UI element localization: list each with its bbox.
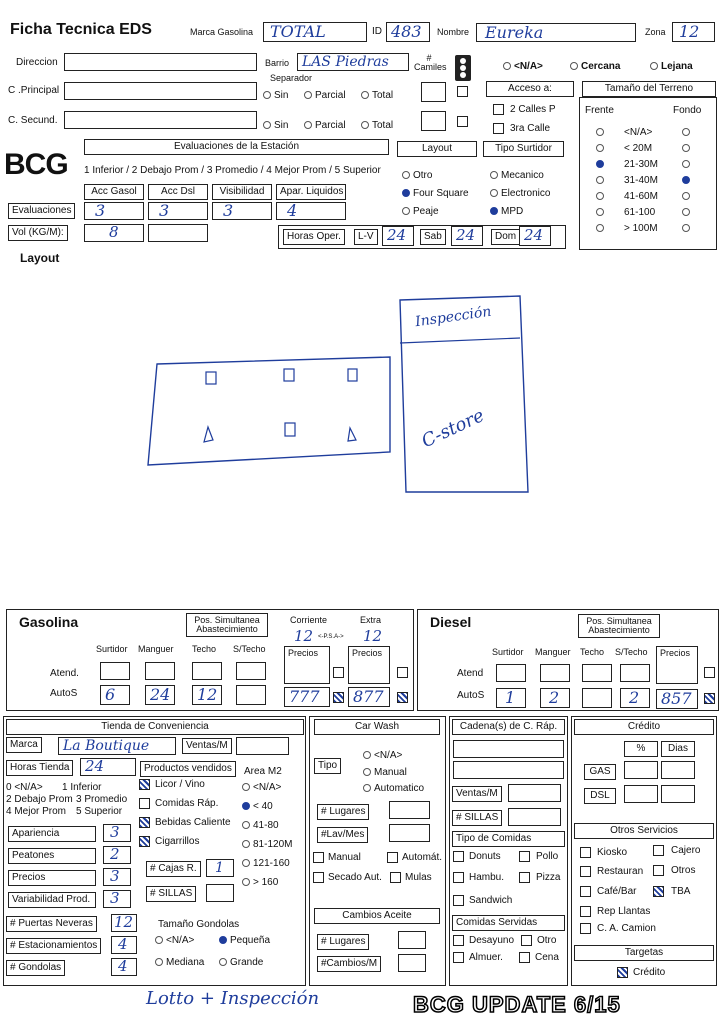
layout-foursquare[interactable]: Four Square: [402, 189, 469, 199]
gasolina-p2-check[interactable]: [397, 692, 408, 703]
surtidor-electronico[interactable]: Electronico: [490, 189, 550, 199]
serv-camion-label: C. A. Camion: [597, 923, 656, 934]
diesel-precio-field[interactable]: 857: [656, 689, 698, 709]
tienda-cajas-field[interactable]: 1: [206, 859, 234, 877]
tienda-tam-label: Tamaño Gondolas: [158, 919, 240, 930]
gasolina-col-header: S/Techo: [233, 644, 266, 654]
horas-sab-label: Sab: [420, 229, 446, 245]
camiones-label: # Camiles: [414, 53, 447, 72]
tienda-scale-item: 4 Mejor Prom: [6, 806, 67, 817]
producto-label: Licor / Vino: [155, 779, 205, 790]
diesel-col-header: Manguer: [535, 647, 571, 657]
gasolina-psa-mid: <-P.S.A->: [318, 634, 344, 640]
area-option[interactable]: < 40: [242, 802, 273, 812]
tienda-scale-item: 0 <N/A>: [6, 782, 43, 793]
cad-desayuno-label: Desayuno: [469, 935, 515, 946]
eval-row2-label: Vol (KG/M):: [8, 225, 68, 241]
direccion-field[interactable]: [64, 53, 257, 71]
diesel-autos: AutoS: [457, 690, 485, 701]
producto-label: Cigarrillos: [155, 836, 200, 847]
tienda-estac-field[interactable]: 4: [111, 936, 137, 954]
cw-check-manual[interactable]: [313, 852, 324, 863]
gasolina-atend: Atend.: [50, 668, 79, 679]
credito-title: Crédito: [574, 719, 714, 735]
serv-camion[interactable]: [580, 923, 591, 934]
footer-note: Lotto + Inspección: [146, 988, 320, 1009]
credito-dsl-pct[interactable]: [624, 785, 658, 803]
terreno-fondo-radio[interactable]: [682, 176, 693, 186]
serv-otros-label: Otros: [671, 865, 696, 876]
carwash-lav-field[interactable]: [389, 824, 430, 842]
carwash-lav: #Lav/Mes: [317, 827, 368, 843]
cadena-title: Cadena(s) de C. Ráp.: [452, 719, 565, 735]
tienda-scale-item: 5 Superior: [76, 806, 123, 817]
acceso-2calles: 2 Calles P: [510, 104, 556, 115]
sketch-cstore: C-store: [418, 404, 488, 453]
producto-check[interactable]: [139, 798, 150, 809]
horas-lv-label: L-V: [354, 229, 378, 245]
serv-restauran[interactable]: [580, 866, 591, 877]
gasolina-col-header: Surtidor: [96, 644, 128, 654]
cad-sandwich-label: Sandwich: [469, 895, 513, 906]
cs-parcial[interactable]: Parcial: [304, 121, 346, 131]
prox-lejana[interactable]: Lejana: [650, 62, 693, 72]
terreno-fondo-radio[interactable]: [682, 144, 693, 154]
serv-kiosko-label: Kiosko: [597, 847, 628, 858]
cad-otro[interactable]: [521, 935, 532, 946]
terreno-frente-radio[interactable]: [596, 224, 607, 234]
diesel-col-header: S/Techo: [615, 647, 648, 657]
diesel-pos: Pos. Simultanea Abastecimiento: [578, 614, 660, 638]
cad-pizza[interactable]: [519, 872, 530, 883]
tienda-scale-item: 3 Promedio: [76, 794, 128, 805]
acceso-3ra: 3ra Calle: [510, 123, 551, 134]
cadena-sillas-field[interactable]: [508, 808, 561, 826]
cp-check[interactable]: [457, 86, 468, 97]
tienda-ventas-field[interactable]: [236, 737, 289, 755]
cadena-tipo: Tipo de Comidas: [452, 831, 565, 847]
terreno-frente-radio[interactable]: [596, 144, 607, 154]
tienda-scale-item: 1 Inferior: [62, 782, 102, 793]
producto-label: Bebidas Caliente: [155, 817, 231, 828]
sketch-label: Layout: [20, 251, 60, 265]
gasolina-autos: AutoS: [50, 688, 78, 699]
gasolina-corriente: Corriente: [290, 615, 328, 625]
layout-otro[interactable]: Otro: [402, 171, 432, 181]
cs-camiones[interactable]: [421, 111, 446, 131]
eval-col-header: Acc Dsl: [148, 184, 208, 200]
nombre-label: Nombre: [437, 27, 470, 37]
bcg-logo: BCG: [4, 148, 68, 181]
eval-row1-field[interactable]: 3: [148, 202, 208, 220]
cw-check-secado[interactable]: [313, 872, 324, 883]
cp-total[interactable]: Total: [361, 91, 393, 101]
cs-total[interactable]: Total: [361, 121, 393, 131]
cambios-m-field[interactable]: [398, 954, 426, 972]
layout-title: Layout: [397, 141, 477, 157]
cadena-sillas: # SILLAS: [452, 810, 502, 826]
tienda-gondolas-field[interactable]: 4: [111, 958, 137, 976]
cambios-title: Cambios Aceite: [314, 908, 440, 924]
terreno-row-label: 61-100: [624, 207, 656, 218]
tienda-rating-field[interactable]: 3: [103, 824, 131, 842]
serv-cafe-label: Café/Bar: [597, 886, 637, 897]
tienda-estac-label: # Estacionamientos: [6, 938, 101, 954]
gasolina-atend-field[interactable]: [236, 662, 266, 680]
gasolina-c2[interactable]: [397, 667, 408, 678]
surtidor-mecanico[interactable]: Mecanico: [490, 171, 544, 181]
prox-cercana[interactable]: Cercana: [570, 62, 620, 72]
eval-scale: 1 Inferior / 2 Debajo Prom / 3 Promedio / 4 Mejor Prom / 5 Superior: [84, 165, 381, 176]
gasolina-autos-field[interactable]: 12: [192, 685, 222, 705]
producto-check[interactable]: [139, 817, 150, 828]
producto-check[interactable]: [139, 836, 150, 847]
gasolina-extra: Extra: [360, 615, 382, 625]
gasolina-precios2: Precios: [348, 646, 390, 684]
form-title: Ficha Tecnica EDS: [10, 21, 152, 38]
terreno-fondo-radio[interactable]: [682, 160, 693, 170]
surtidor-title: Tipo Surtidor: [483, 141, 564, 157]
serv-llantas[interactable]: [580, 906, 591, 917]
diesel-p-check[interactable]: [704, 693, 715, 704]
diesel-autos-field[interactable]: 2: [540, 688, 570, 708]
diesel-atend: Atend: [457, 668, 484, 679]
barrio-field[interactable]: LAS Piedras: [297, 53, 409, 71]
terreno-frente-radio[interactable]: [596, 160, 607, 170]
gasolina-autos-field[interactable]: 6: [100, 685, 130, 705]
cadena-ventas: Ventas/M: [452, 786, 502, 802]
tienda-ventas-label: Ventas/M: [182, 738, 232, 754]
sketch-inspeccion: Inspección: [414, 303, 493, 331]
tienda-productos-title: Productos vendidos: [140, 761, 236, 777]
cambios-lugares: # Lugares: [317, 934, 369, 950]
diesel-atend-field[interactable]: [582, 664, 612, 682]
serv-kiosko[interactable]: [580, 847, 591, 858]
footer-update: BCG UPDATE 6/15: [413, 992, 621, 1017]
terreno-frente-radio[interactable]: [596, 128, 607, 138]
eval-col-header: Apar. Liquidos: [276, 184, 346, 200]
eval-col-header: Visibilidad: [212, 184, 272, 200]
area-option[interactable]: 41-80: [242, 821, 279, 831]
cad-cena-label: Cena: [535, 952, 559, 963]
area-option[interactable]: 81-120M: [242, 840, 292, 850]
diesel-precios: Precios: [656, 646, 698, 684]
terreno-frente-radio[interactable]: [596, 208, 607, 218]
serv-otros[interactable]: [653, 865, 664, 876]
serv-tba[interactable]: [653, 886, 664, 897]
marca-label: Marca Gasolina: [190, 27, 254, 37]
gasolina-p1-check[interactable]: [333, 692, 344, 703]
tienda-rating-field[interactable]: 3: [103, 890, 131, 908]
terreno-frente-radio[interactable]: [596, 176, 607, 186]
carwash-lugares-field[interactable]: [389, 801, 430, 819]
horas-dom-label: Dom: [491, 229, 520, 245]
credito-gas: GAS: [584, 764, 616, 780]
area-option[interactable]: > 160: [242, 878, 278, 888]
cadena-ventas-field[interactable]: [508, 784, 561, 802]
cad-desayuno[interactable]: [453, 935, 464, 946]
cadena-servidas: Comidas Servidas: [452, 915, 565, 931]
tienda-marca-label: Marca: [6, 737, 42, 753]
terreno-title: Tamaño del Terreno: [582, 81, 716, 97]
tienda-puertas-label: # Puertas Neveras: [6, 916, 97, 932]
gasolina-psa2: 12: [363, 627, 383, 645]
targetas-title: Targetas: [574, 945, 714, 961]
tienda-sillas-label: # SILLAS: [146, 886, 196, 902]
terreno-fondo-radio[interactable]: [682, 192, 693, 202]
terreno-row-label: 31-40M: [624, 175, 658, 186]
diesel-atend-field[interactable]: [496, 664, 526, 682]
cw-na[interactable]: <N/A>: [363, 751, 402, 761]
cadena-field1[interactable]: [453, 740, 564, 758]
tienda-rating-label: Variabilidad Prod.: [8, 892, 96, 908]
id-label: ID: [372, 26, 382, 37]
cs-check[interactable]: [457, 116, 468, 127]
id-field[interactable]: 483: [386, 22, 430, 42]
csecund-label: C. Secund.: [8, 115, 58, 126]
diesel-autos-field[interactable]: 2: [620, 688, 650, 708]
gasolina-precio1-field[interactable]: 777: [284, 687, 330, 707]
cambios-m: #Cambios/M: [317, 956, 381, 972]
prox-na[interactable]: <N/A>: [503, 62, 543, 72]
tienda-puertas-field[interactable]: 12: [111, 914, 137, 932]
terreno-row-label: > 100M: [624, 223, 658, 234]
cw-check-autom-label: Automát.: [402, 852, 443, 863]
cw-check-secado-label: Secado Aut.: [328, 872, 382, 883]
cprincipal-field[interactable]: [64, 82, 257, 100]
eval-row1-field[interactable]: 4: [276, 202, 346, 220]
separador-label: Separador: [270, 73, 313, 83]
tienda-horas-label: Horas Tienda: [6, 760, 73, 776]
area-option[interactable]: <N/A>: [242, 783, 281, 793]
horas-dom-field[interactable]: 24: [519, 226, 551, 246]
terreno-fondo: Fondo: [673, 105, 702, 116]
gasolina-psa: 12: [294, 627, 314, 645]
cad-pollo-label: Pollo: [536, 851, 559, 862]
cs-sin[interactable]: Sin: [263, 121, 288, 131]
diesel-atend-field[interactable]: [540, 664, 570, 682]
tienda-cajas-label: # Cajas R.: [146, 861, 201, 877]
cad-donuts[interactable]: [453, 851, 464, 862]
gasolina-precio2-field[interactable]: 877: [348, 687, 390, 707]
credito-gas-dias[interactable]: [661, 761, 695, 779]
carwash-lugares: # Lugares: [317, 804, 369, 820]
cad-sandwich[interactable]: [453, 895, 464, 906]
cad-almuer-label: Almuer.: [469, 952, 503, 963]
tam-mediana[interactable]: Mediana: [155, 958, 204, 968]
acceso-title: Acceso a:: [486, 81, 574, 97]
eval-row1-label: Evaluaciones: [8, 203, 75, 219]
eval-row2-field[interactable]: 8: [84, 224, 144, 242]
producto-label: Comidas Ráp.: [155, 798, 219, 809]
eval-row2-field[interactable]: [148, 224, 208, 242]
cad-pollo[interactable]: [519, 851, 530, 862]
cad-hambu[interactable]: [453, 872, 464, 883]
tam-na[interactable]: <N/A>: [155, 936, 194, 946]
cad-pizza-label: Pizza: [536, 872, 561, 883]
marca-field[interactable]: TOTAL: [263, 22, 367, 42]
acceso-3ra-check[interactable]: [493, 123, 504, 134]
tienda-sillas-field[interactable]: [206, 884, 234, 902]
tienda-area-label: Area M2: [244, 766, 282, 777]
cad-cena[interactable]: [519, 952, 530, 963]
cad-donuts-label: Donuts: [469, 851, 501, 862]
area-option[interactable]: 121-160: [242, 859, 290, 869]
horas-lv-field[interactable]: 24: [382, 226, 414, 246]
serv-tba-label: TBA: [671, 886, 691, 897]
tienda-scale-item: 2 Debajo Prom: [6, 794, 73, 805]
serv-restauran-label: Restauran: [597, 866, 644, 877]
credito-dsl: DSL: [584, 788, 616, 804]
otros-title: Otros Servicios: [574, 823, 714, 839]
tienda-rating-label: Precios: [8, 870, 96, 886]
eval-title: Evaluaciones de la Estación: [84, 139, 389, 155]
diesel-atend-field[interactable]: [620, 664, 650, 682]
serv-cajero[interactable]: [653, 845, 664, 856]
acceso-2calles-check[interactable]: [493, 104, 504, 115]
cad-hambu-label: Hambu.: [469, 872, 505, 883]
targeta-credito-label: Crédito: [633, 967, 666, 978]
serv-cafe[interactable]: [580, 886, 591, 897]
gasolina-precios1: Precios: [284, 646, 330, 684]
tienda-rating-field[interactable]: 3: [103, 868, 131, 886]
diesel-autos-field[interactable]: 1: [496, 688, 526, 708]
cadena-field2[interactable]: [453, 761, 564, 779]
terreno-row-label: < 20M: [624, 143, 653, 154]
targeta-credito-check[interactable]: [617, 967, 628, 978]
tienda-rating-label: Peatones: [8, 848, 96, 864]
carwash-tipo: Tipo: [314, 758, 341, 774]
diesel-autos-field[interactable]: [582, 688, 612, 708]
cp-parcial[interactable]: Parcial: [304, 91, 346, 101]
layout-peaje[interactable]: Peaje: [402, 207, 439, 217]
tienda-title: Tienda de Conveniencia: [6, 719, 304, 735]
diesel-title: Diesel: [430, 614, 472, 630]
credito-pct: %: [624, 741, 658, 757]
cad-almuer[interactable]: [453, 952, 464, 963]
cad-otro-label: Otro: [537, 935, 557, 946]
gasolina-atend-field[interactable]: [145, 662, 175, 680]
diesel-col-header: Techo: [580, 647, 605, 657]
surtidor-mpd[interactable]: MPD: [490, 207, 523, 217]
gasolina-atend-field[interactable]: [100, 662, 130, 680]
barrio-label: Barrio: [265, 58, 290, 68]
eval-col-header: Acc Gasol: [84, 184, 144, 200]
cambios-lugares-field[interactable]: [398, 931, 426, 949]
tienda-gondolas-label: # Gondolas: [6, 960, 65, 976]
gasolina-autos-field[interactable]: 24: [145, 685, 175, 705]
terreno-fondo-radio[interactable]: [682, 208, 693, 218]
horas-sab-field[interactable]: 24: [451, 226, 483, 246]
gasolina-title: Gasolina: [19, 614, 79, 630]
eval-row1-field[interactable]: 3: [84, 202, 144, 220]
cw-check-mulas[interactable]: [390, 872, 401, 883]
gasolina-col-header: Manguer: [138, 644, 174, 654]
credito-gas-pct[interactable]: [624, 761, 658, 779]
cp-sin[interactable]: Sin: [263, 91, 288, 101]
horas-label: Horas Oper.: [283, 229, 345, 245]
terreno-frente: Frente: [585, 105, 614, 116]
tienda-rating-field[interactable]: 2: [103, 846, 131, 864]
tienda-horas-field[interactable]: 24: [80, 758, 136, 776]
eval-row1-field[interactable]: 3: [212, 202, 272, 220]
producto-check[interactable]: [139, 779, 150, 790]
gasolina-pos: Pos. Simultanea Abastecimiento: [186, 613, 268, 637]
tienda-marca-field[interactable]: La Boutique: [58, 737, 176, 755]
cw-auto[interactable]: Automatico: [363, 784, 424, 794]
terreno-row-label: 41-60M: [624, 191, 658, 202]
cprincipal-label: C .Principal: [8, 85, 60, 96]
tam-grande[interactable]: Grande: [219, 958, 263, 968]
csecund-field[interactable]: [64, 111, 257, 129]
cw-check-autom[interactable]: [387, 852, 398, 863]
cw-check-manual-label: Manual: [328, 852, 361, 863]
gasolina-autos-field[interactable]: [236, 685, 266, 705]
serv-cajero-label: Cajero: [671, 845, 701, 856]
zona-label: Zona: [645, 27, 666, 37]
cp-camiones[interactable]: [421, 82, 446, 102]
direccion-label: Direccion: [16, 57, 58, 68]
gasolina-col-header: Techo: [192, 644, 217, 654]
terreno-frente-radio[interactable]: [596, 192, 607, 202]
serv-llantas-label: Rep Llantas: [597, 906, 651, 917]
cw-check-mulas-label: Mulas: [405, 872, 432, 883]
diesel-c1[interactable]: [704, 667, 715, 678]
tam-pequena[interactable]: Pequeña: [219, 936, 270, 946]
terreno-fondo-radio[interactable]: [682, 128, 693, 138]
gasolina-c1[interactable]: [333, 667, 344, 678]
terreno-row-label: 21-30M: [624, 159, 658, 170]
carwash-title: Car Wash: [314, 719, 440, 735]
credito-dsl-dias[interactable]: [661, 785, 695, 803]
credito-dias: Dias: [661, 741, 695, 757]
terreno-row-label: <N/A>: [624, 127, 653, 138]
terreno-fondo-radio[interactable]: [682, 224, 693, 234]
diesel-col-header: Surtidor: [492, 647, 524, 657]
nombre-field[interactable]: Eureka: [476, 23, 636, 42]
gasolina-atend-field[interactable]: [192, 662, 222, 680]
cw-manual[interactable]: Manual: [363, 768, 407, 778]
tienda-rating-label: Apariencia: [8, 826, 96, 842]
zona-field[interactable]: 12: [672, 22, 715, 42]
